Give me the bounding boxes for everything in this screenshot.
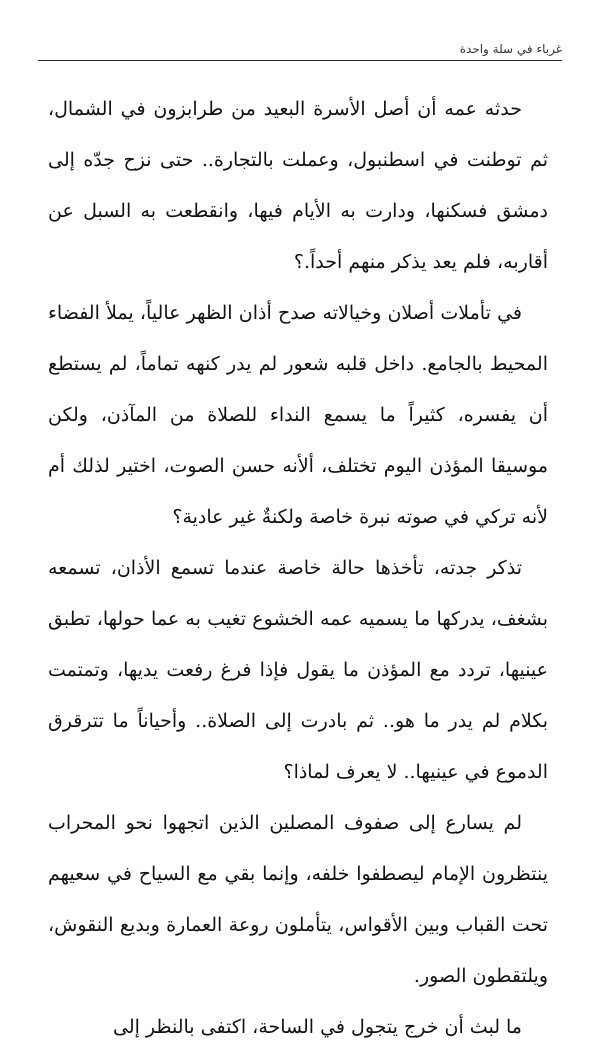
paragraph-5: ما لبث أن خرج يتجول في الساحة، اكتفى بالنظر إلى (112, 1016, 522, 1038)
paragraph-1: حدثه عمه أن أصل الأسرة البعيد من طرابزون في الشمال، ثم توطنت في اسطنبول، وعملت بالتجارة.. حتى نزح جدّه إلى دمشق فسكنها، ودارت به الأيام فيها، وانقطعت به السبل عن أقاربه، فلم يعد يذكر منهم أحداً.؟ (48, 98, 548, 273)
paragraph-4: لم يسارع إلى صفوف المصلين الذين اتجهوا نحو المحراب ينتظرون الإمام ليصطفوا خلفه، وإنما بقي مع السياح في سعيهم تحت القباب وبين الأقواس، يتأملون روعة العمارة وبديع النقوش، ويلتقطون الصور. (48, 812, 548, 987)
running-title: غرباء في سلة واحدة (459, 42, 562, 56)
paragraph-3: تذكر جدته، تأخذها حالة خاصة عندما تسمع الأذان، تسمعه بشغف، يدركها ما يسميه عمه الخشوع تغيب به عما حولها، تطبق عينيها، تردد مع المؤذن ما يقول فإذا فرغ رفعت يديها، وتمتمت بكلام لم يدر ما هو.. ثم بادرت إلى الصلاة.. وأحياناً ما تترقرق الدموع في عينيها.. لا يعرف لماذا؟ (48, 557, 548, 783)
body-text (48, 84, 548, 1053)
paragraph-2: في تأملات أصلان وخيالاته صدح أذان الظهر عالياً، يملأ الفضاء المحيط بالجامع. داخل قلبه شعور لم يدر كنهه تماماً، لم يستطع أن يفسره، كثيراً ما يسمع النداء للصلاة من المآذن، ولكن موسيقا المؤذن اليوم تختلف، ألأنه حسن الصوت، اختير لذلك أم لأنه تركي في صوته نبرة خاصة ولكنةٌ غير عادية؟ (48, 302, 548, 528)
running-header (38, 38, 562, 61)
